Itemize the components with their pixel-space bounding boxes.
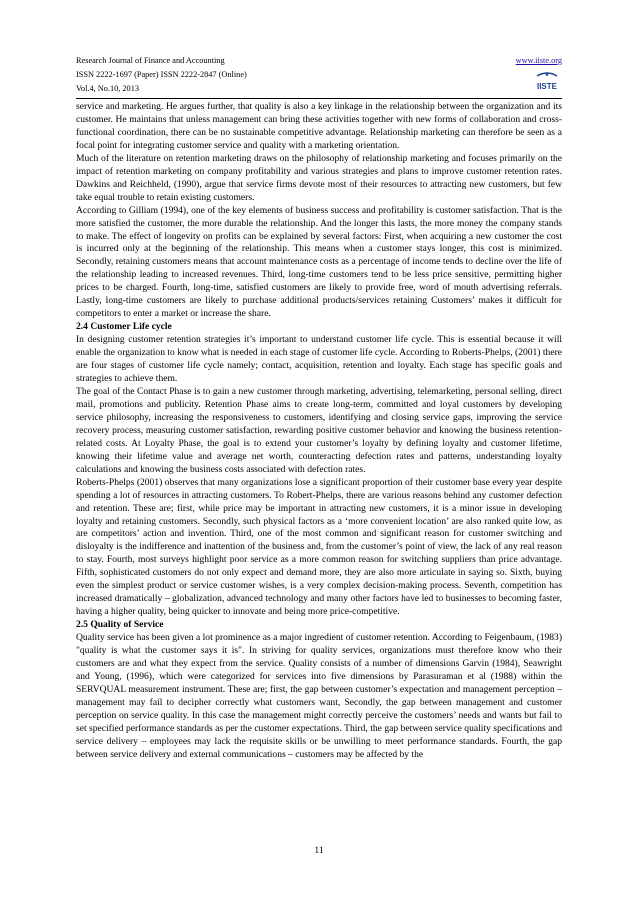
paragraph-quality-service: Quality service has been given a lot prominence as a major ingredient of customer retention. According to Feigenbaum, (1983) "quality is what the customer says it is". In striving for quality services, organizations must therefore know who their customers are and what they expect from the service. Quality consists of a number of dimensions Garvin (1984), Seawright and Young, (1996), which were categorized for services into five dimensions by Parasuraman et al (1988) within the SERVQUAL measurement instrument. These are; first, the gap between customer’s expectation and management perception – management may fail to decipher correctly what customers want, Secondly, the gap between management and customer perception on service quality. In this case the management might correctly perceive the customers’ needs and wants but fail to set specified performance standards as per the customer expectations. Third, the gap between service quality specifications and service delivery – employees may lack the requisite skills or be unwilling to meet performance standards. Fourth, the gap between service delivery and external communications – customers may be affected by the [76, 632, 562, 760]
journal-volume: Vol.4, No.10, 2013 [76, 84, 139, 93]
iiste-logo-icon [534, 70, 560, 92]
journal-title: Research Journal of Finance and Accounting [76, 56, 225, 65]
journal-issn: ISSN 2222-1697 (Paper) ISSN 2222-2847 (Online) [76, 70, 247, 79]
journal-url-link[interactable]: www.iiste.org [515, 56, 562, 65]
journal-header [76, 54, 562, 96]
paragraph-service-marketing: service and marketing. He argues further, that quality is also a key linkage in the relationship between the organization and its customer. He maintains that unless management can bring these activities together with new forms of collaboration and cross-functional coordination, there can be no sustainable competitive advantage. Relationship marketing can therefore be seen as a focal point for integrating customer service and quality with a marketing orientation. [76, 101, 562, 151]
header-rule [76, 98, 562, 99]
article-body [76, 101, 562, 762]
paragraph-gilliam: According to Gilliam (1994), one of the key elements of business success and profitability is customer satisfaction. That is the more satisfied the customer, the more durable the relationship. And the longer this lasts, the more money the company stands to make. The effect of longevity on profits can be explained by several factors: First, when acquiring a new customer the cost is incurred only at the beginning of the relationship. This means when a customer stays longer, this cost is minimized. Secondly, retaining customers means that account maintenance costs as a percentage of income tends to decline over the life of the relationship leading to increased revenues. Third, long-time customers tend to be less price sensitive, permitting higher prices to be charged. Fourth, long-time, satisfied customers are likely to provide free, word of mouth advertising referrals. Lastly, long-time customers are likely to purchase additional products/services retaining Customers’ makes it difficult for competitors to enter a market or increase the share. [76, 204, 562, 320]
paragraph-life-cycle-intro: In designing customer retention strategies it’s important to understand customer life cycle. This is essential because it will enable the organization to know what is needed in each stage of customer life cycle. According to Roberts-Phelps, (2001) there are four stages of customer life cycle namely; contact, acquisition, retention and loyalty. Each stage has specific goals and strategies to achieve them. [76, 334, 562, 385]
page-number: 11 [314, 846, 324, 856]
paragraph-retention-marketing: Much of the literature on retention marketing draws on the philosophy of relationship marketing and focuses primarily on the impact of retention marketing on company profitability and various strategies and plans to improve customer retention rates. Dawkins and Reichheld, (1990), argue that service firms devote most of their resources to attracting new customers, but few take equal trouble to retain existing customers. [76, 152, 562, 203]
logo-text: IISTE [536, 82, 558, 91]
section-heading-quality-of-service: 2.5 Quality of Service [76, 619, 164, 631]
section-heading-customer-life-cycle: 2.4 Customer Life cycle [76, 321, 172, 333]
paragraph-defection-reasons: Roberts-Phelps (2001) observes that many organizations lose a significant proportion of their customer base every year despite spending a lot of resources in attracting customers. To Robert-Phelps, there are various reasons behind any customer defection and retention. These are; first, while price may be important in attracting new customers, it is a minor issue in developing loyalty and retaining customers. Secondly, such physical factors as a ‘more convenient location’ are also ranked quite low, as are competitors’ action and invention. Third, one of the most common and significant reason for customer switching and disloyalty is the indifference and inattention of the business and, from the customer’s point of view, the lack of any real reason to stay. Fourth, most surveys highlight poor service as a more common reason for switching suppliers than price advantage. Fifth, sophisticated customers do not only expect and demand more, they are also more articulate in saying so. Sixth, buying even the simplest product or service customer wishes, is a very complex decision-making process. Seventh, competition has increased dramatically – globalization, advanced technology and many other factors have led to businesses to becoming faster, having a higher quality, being quicker to innovate and being more price-competitive. [76, 476, 562, 618]
paragraph-life-cycle-phases: The goal of the Contact Phase is to gain a new customer through marketing, advertising, telemarketing, personal selling, direct mail, promotions and publicity. Retention Phase aims to create long-term, committed and loyal customers by developing service philosophy, increasing the responsiveness to customers, identifying and closing service gaps, improving the service recovery process, measuring customer satisfaction, rewarding positive customer behavior and knowing the business retention-related costs. At Loyalty Phase, the goal is to extend your customer’s loyalty by defining loyalty and customer lifetime, knowing their lifetime value and average net worth, counteracting defection rates and patterns, understanding loyalty calculations and knowing the business costs associated with defection rates. [76, 385, 562, 475]
